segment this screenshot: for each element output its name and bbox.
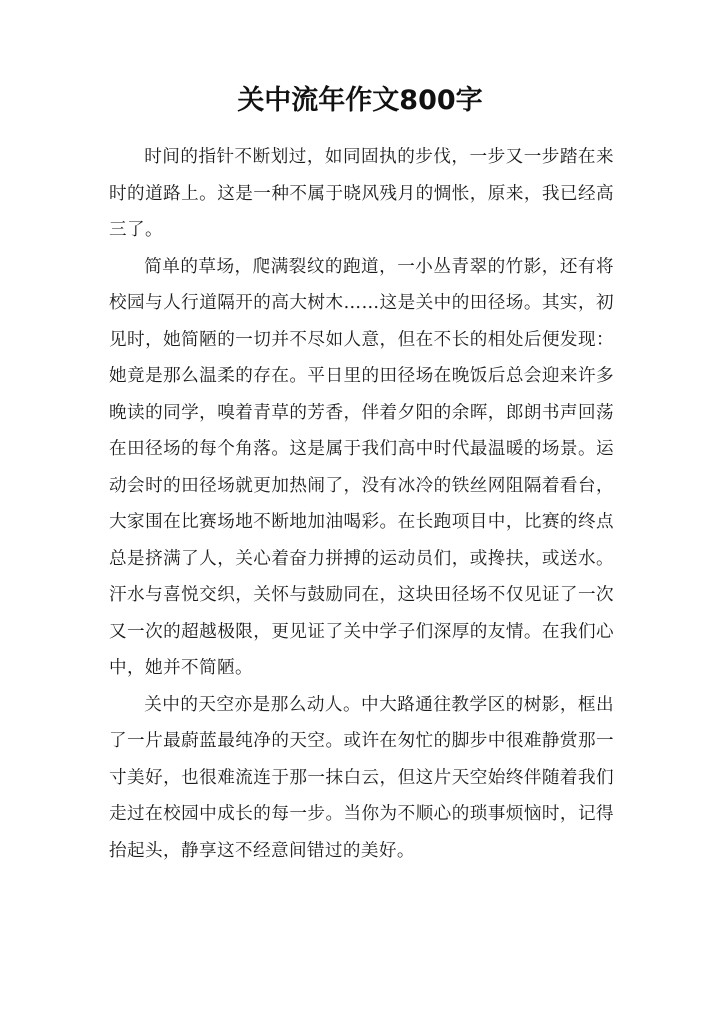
paragraph: 时间的指针不断划过，如同固执的步伐，一步又一步踏在来时的道路上。这是一种不属于晓风残月的惆怅，原来，我已经高三了。 [109, 147, 614, 240]
document-title: 关中流年作文800字 [237, 85, 483, 116]
paragraph: 关中的天空亦是那么动人。中大路通往教学区的树影，框出了一片最蔚蓝最纯净的天空。或许在匆忙的脚步中很难静赏那一寸美好，也很难流连于那一抹白云，但这片天空始终伴随着我们走过在校园中成长的每一步。当你为不顺心的琐事烦恼时，记得抬起头，静享这不经意间错过的美好。 [109, 694, 614, 861]
document-body [109, 139, 614, 869]
paragraph: 简单的草场，爬满裂纹的跑道，一小丛青翠的竹影，还有将校园与人行道隔开的高大树木……这是关中的田径场。其实，初见时，她简陋的一切并不尽如人意，但在不长的相处后便发现：她竟是那么温柔的存在。平日里的田径场在晚饭后总会迎来许多晚读的同学，嗅着青草的芳香，伴着夕阳的余晖，郎朗书声回荡在田径场的每个角落。这是属于我们高中时代最温暖的场景。运动会时的田径场就更加热闹了，没有冰冷的铁丝网阻隔着看台，大家围在比赛场地不断地加油喝彩。在长跑项目中，比赛的终点总是挤满了人，关心着奋力拼搏的运动员们，或搀扶，或送水。汗水与喜悦交织，关怀与鼓励同在，这块田径场不仅见证了一次又一次的超越极限，更见证了关中学子们深厚的友情。在我们心中，她并不简陋。 [109, 256, 614, 678]
